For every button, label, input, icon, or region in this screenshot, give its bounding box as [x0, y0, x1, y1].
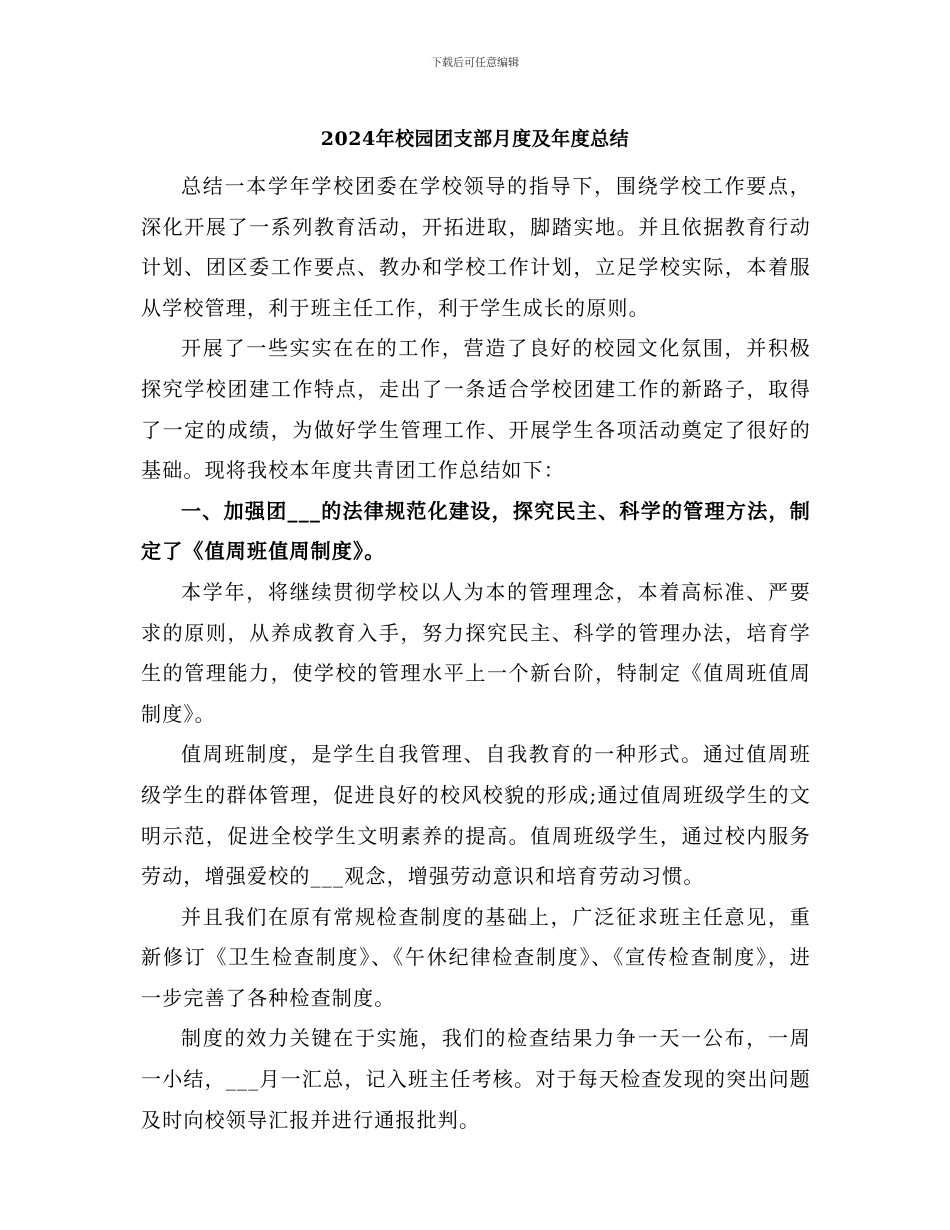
paragraph-section1-a: 本学年，将继续贯彻学校以人为本的管理理念，本着高标准、严要求的原则，从养成教育入手，努力探究民主、科学的管理办法，培育学生的管理能力，使学校的管理水平上一个新台阶，特制定《值周班值周制度》。	[141, 579, 811, 726]
header-note: 下载后可任意编辑	[431, 56, 519, 69]
document-title: 2024年校园团支部月度及年度总结	[320, 128, 630, 150]
paragraph-section1-d: 制度的效力关键在于实施，我们的检查结果力争一天一公布，一周一小结，___月一汇总，记入班主任考核。对于每天检查发现的突出问题及时向校领导汇报并进行通报批判。	[141, 1026, 811, 1132]
paragraph-section1-c: 并且我们在原有常规检查制度的基础上，广泛征求班主任意见，重新修订《卫生检查制度》、《午休纪律检查制度》、《宣传检查制度》，进一步完善了各种检查制度。	[141, 904, 811, 1010]
paragraph-overview: 开展了一些实实在在的工作，营造了良好的校园文化氛围，并积极探究学校团建工作特点，走出了一条适合学校团建工作的新路子，取得了一定的成绩，为做好学生管理工作、开展学生各项活动奠定了很好的基础。现将我校本年度共青团工作总结如下：	[141, 336, 811, 483]
paragraph-intro: 总结一本学年学校团委在学校领导的指导下，围绕学校工作要点，深化开展了一系列教育活动，开拓进取，脚踏实地。并且依据教育行动计划、团区委工作要点、教办和学校工作计划，立足学校实际，本着服从学校管理，利于班主任工作，利于学生成长的原则。	[141, 174, 811, 320]
document-body	[141, 166, 811, 1140]
paragraph-section1-b: 值周班制度，是学生自我管理、自我教育的一种形式。通过值周班级学生的群体管理，促进良好的校风校貌的形成;通过值周班级学生的文明示范，促进全校学生文明素养的提高。值周班级学生，通过校内服务劳动，增强爱校的___观念，增强劳动意识和培育劳动习惯。	[141, 742, 811, 889]
section-heading-1: 一、加强团___的法律规范化建设，探究民主、科学的管理方法，制定了《值周班值周制度》。	[141, 498, 811, 564]
